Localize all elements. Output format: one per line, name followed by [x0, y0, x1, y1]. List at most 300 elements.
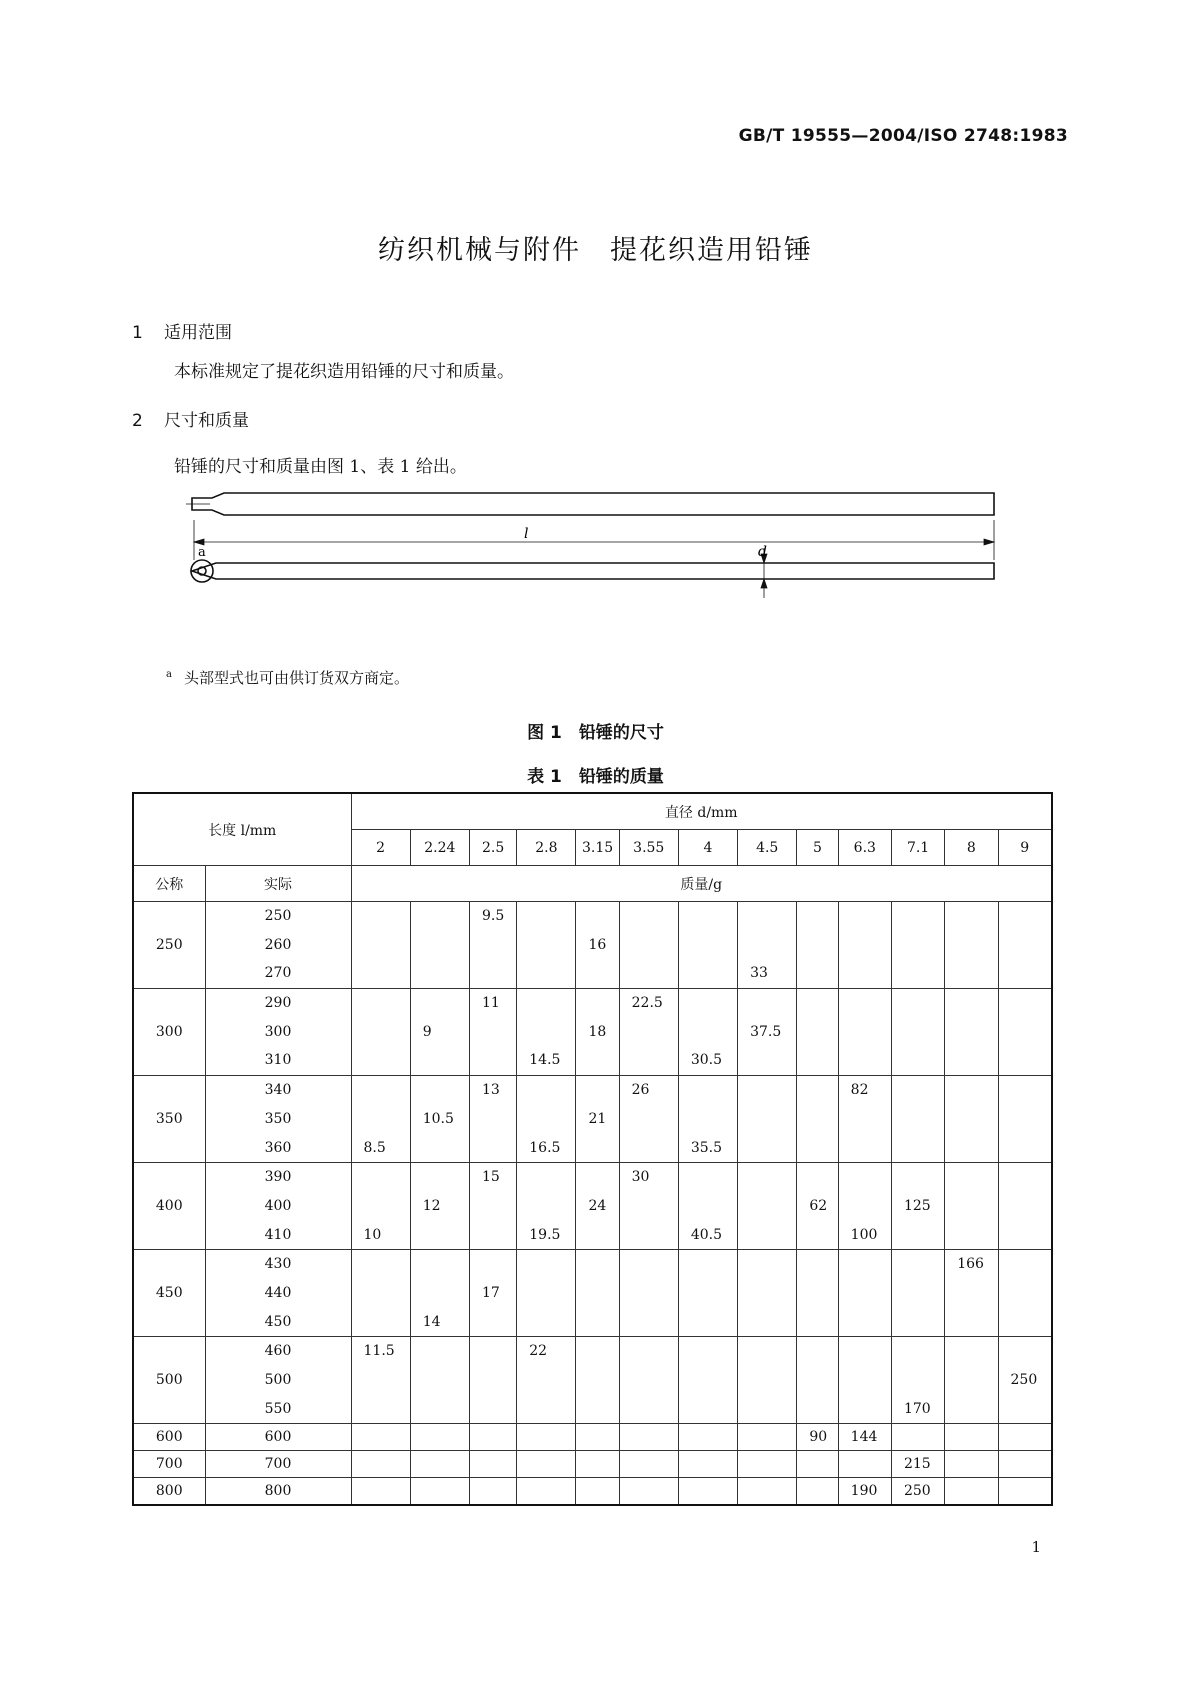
mass-value [517, 1076, 575, 1105]
mass-value [839, 1134, 891, 1163]
mass-cell [797, 1250, 838, 1337]
mass-cell [738, 902, 797, 989]
diameter-col-header: 5 [797, 830, 838, 866]
mass-value [517, 902, 575, 931]
mass-cell [517, 1451, 576, 1478]
mass-cell [998, 989, 1052, 1076]
page-number: 1 [1031, 1538, 1041, 1556]
mass-value [999, 1192, 1052, 1221]
mass-cell [891, 1076, 944, 1163]
mass-value [892, 989, 944, 1018]
mass-cell [410, 1163, 469, 1250]
mass-value: 37.5 [750, 1023, 782, 1040]
mass-cell [838, 989, 891, 1076]
actual-length-value: 450 [264, 1313, 292, 1330]
mass-value: 18 [588, 1023, 607, 1040]
mass-value [411, 1134, 469, 1163]
mass-value [517, 989, 575, 1018]
mass-value [352, 1046, 410, 1075]
mass-value [839, 1105, 891, 1134]
mass-value [679, 931, 737, 960]
mass-value [679, 1018, 737, 1047]
mass-value [679, 1279, 737, 1308]
mass-value [738, 1134, 796, 1163]
mass-cell [517, 902, 576, 989]
mass-value [411, 1163, 469, 1192]
mass-value [352, 1018, 410, 1047]
mass-cell [998, 1478, 1052, 1506]
actual-length-cell: 600 [205, 1424, 351, 1451]
mass-cell [797, 1478, 838, 1506]
mass-value [738, 1076, 796, 1105]
mass-cell [619, 989, 678, 1076]
mass-value [999, 1018, 1052, 1047]
mass-value [738, 1308, 796, 1337]
mass-value [797, 1076, 837, 1105]
mass-value [892, 1134, 944, 1163]
mass-value [679, 902, 737, 931]
mass-value: 33 [750, 965, 768, 982]
mass-cell [998, 902, 1052, 989]
mass-value [517, 931, 575, 960]
section-2-title: 尺寸和质量 [164, 411, 249, 431]
actual-length-cell [205, 902, 351, 989]
mass-value [945, 1279, 997, 1308]
mass-value [839, 1308, 891, 1337]
mass-value [620, 1192, 678, 1221]
mass-cell [797, 1076, 838, 1163]
mass-cell [517, 1424, 576, 1451]
mass-cell [351, 1451, 410, 1478]
mass-value [411, 1076, 469, 1105]
mass-cell [576, 1424, 619, 1451]
mass-value [892, 1018, 944, 1047]
mass-value [892, 1163, 944, 1192]
mass-cell [738, 1424, 797, 1451]
mass-cell [678, 1163, 737, 1250]
diameter-col-header: 2.5 [469, 830, 516, 866]
mass-value [470, 1134, 516, 1163]
mass-value [892, 1308, 944, 1337]
mass-value [945, 1366, 997, 1395]
mass-value [470, 1046, 516, 1075]
mass-cell [998, 1163, 1052, 1250]
mass-value: 166 [957, 1256, 984, 1273]
mass-value [945, 1046, 997, 1075]
mass-value [620, 902, 678, 931]
actual-length-value: 440 [264, 1284, 292, 1301]
actual-length-value: 390 [264, 1169, 292, 1186]
mass-value [999, 1279, 1052, 1308]
mass-value [620, 1250, 678, 1279]
nominal-length-cell: 350 [133, 1076, 205, 1163]
mass-cell [738, 989, 797, 1076]
actual-length-value: 340 [264, 1082, 292, 1099]
mass-value [411, 1366, 469, 1395]
mass-value [892, 931, 944, 960]
mass-cell [738, 1478, 797, 1506]
mass-value [352, 959, 410, 988]
mass-cell [517, 1163, 576, 1250]
mass-cell [838, 902, 891, 989]
mass-cell [738, 1337, 797, 1424]
mass-value: 8.5 [363, 1139, 386, 1156]
mass-value [797, 1163, 837, 1192]
mass-value [352, 1250, 410, 1279]
mass-value [839, 1046, 891, 1075]
mass-cell [351, 902, 410, 989]
mass-cell [469, 1250, 516, 1337]
actual-length-value: 360 [264, 1139, 292, 1156]
mass-value [945, 1192, 997, 1221]
mass-value [411, 1046, 469, 1075]
mass-value [352, 1395, 410, 1424]
mass-value [620, 931, 678, 960]
mass-cell [998, 1451, 1052, 1478]
mass-cell [576, 1478, 619, 1506]
mass-cell [678, 1451, 737, 1478]
mass-cell [351, 1076, 410, 1163]
mass-value [999, 1046, 1052, 1075]
mass-cell [678, 1478, 737, 1506]
table-row-group [133, 902, 1052, 989]
diameter-col-header: 9 [998, 830, 1052, 866]
mass-value [517, 1163, 575, 1192]
length-header: 长度 l/mm [133, 793, 351, 866]
mass-value [411, 1250, 469, 1279]
mass-value: 12 [422, 1197, 441, 1214]
mass-value: 22.5 [631, 995, 663, 1012]
diameter-col-header: 3.15 [576, 830, 619, 866]
mass-value [839, 1395, 891, 1424]
lead-weight-drawing [180, 490, 1000, 640]
mass-cell [945, 1163, 998, 1250]
mass-cell [998, 1424, 1052, 1451]
section-1-heading [132, 318, 232, 343]
mass-value [999, 1250, 1052, 1279]
mass-value: 19.5 [529, 1226, 561, 1243]
mass-value [679, 989, 737, 1018]
actual-length-cell: 700 [205, 1451, 351, 1478]
table-row-group [133, 1163, 1052, 1250]
mass-value [576, 1221, 618, 1250]
mass-cell [576, 989, 619, 1076]
mass-value [352, 1308, 410, 1337]
mass-value [352, 1192, 410, 1221]
mass-value [738, 1163, 796, 1192]
nominal-length-cell: 250 [133, 902, 205, 989]
mass-value [797, 959, 837, 988]
mass-cell [576, 1163, 619, 1250]
mass-cell [797, 1451, 838, 1478]
actual-length-cell: 800 [205, 1478, 351, 1506]
mass-value [620, 1134, 678, 1163]
mass-cell [891, 989, 944, 1076]
mass-cell [998, 1076, 1052, 1163]
mass-value: 125 [903, 1197, 931, 1214]
mass-cell [517, 989, 576, 1076]
mass-cell [738, 1163, 797, 1250]
mass-value [679, 1395, 737, 1424]
mass-value: 10.5 [422, 1110, 454, 1127]
mass-cell [576, 1451, 619, 1478]
mass-cell [738, 1076, 797, 1163]
mass-value: 26 [631, 1082, 650, 1099]
diameter-col-header: 2.8 [517, 830, 576, 866]
mass-cell [517, 1250, 576, 1337]
mass-value [576, 1134, 618, 1163]
mass-value: 9.5 [481, 908, 505, 924]
actual-length-value: 430 [264, 1256, 292, 1273]
mass-value [797, 1308, 837, 1337]
diameter-col-header: 7.1 [891, 830, 944, 866]
mass-cell [945, 1451, 998, 1478]
mass-value [470, 959, 516, 988]
mass-value [945, 1076, 997, 1105]
mass-value [892, 1250, 944, 1279]
mass-cell [945, 1478, 998, 1506]
mass-value [839, 989, 891, 1018]
mass-value [352, 989, 410, 1018]
actual-length-value: 310 [264, 1052, 292, 1069]
mass-value [738, 1366, 796, 1395]
mass-cell [945, 1337, 998, 1424]
mass-value: 15 [481, 1169, 500, 1186]
mass-cell [619, 1250, 678, 1337]
nominal-length-cell: 400 [133, 1163, 205, 1250]
mass-value [576, 1250, 618, 1279]
mass-value [999, 989, 1052, 1018]
mass-value [945, 1163, 997, 1192]
mass-cell [797, 1337, 838, 1424]
actual-length-cell [205, 1163, 351, 1250]
mass-value [517, 1192, 575, 1221]
mass-value [999, 1337, 1052, 1366]
mass-value [738, 1192, 796, 1221]
mass-cell [576, 1337, 619, 1424]
mass-cell [469, 1451, 516, 1478]
mass-value [470, 1221, 516, 1250]
mass-value [517, 1279, 575, 1308]
mass-value: 16 [588, 936, 607, 953]
mass-value [797, 1018, 837, 1047]
diameter-label: d [758, 544, 767, 560]
mass-value: 21 [588, 1110, 607, 1127]
mass-cell [576, 902, 619, 989]
mass-value [470, 1250, 516, 1279]
mass-value [738, 931, 796, 960]
nominal-length-cell: 450 [133, 1250, 205, 1337]
mass-cell [891, 1337, 944, 1424]
mass-value [797, 1105, 837, 1134]
diameter-header: 直径 d/mm [351, 793, 1052, 830]
actual-length-value: 300 [264, 1023, 292, 1040]
mass-value [797, 902, 837, 931]
mass-value [576, 989, 618, 1018]
mass-value [679, 1337, 737, 1366]
mass-cell [351, 1478, 410, 1506]
mass-cell [469, 1337, 516, 1424]
standard-code: GB/T 19555—2004/ISO 2748:1983 [738, 126, 1068, 146]
mass-value [738, 1279, 796, 1308]
mass-cell [351, 1424, 410, 1451]
mass-value: 250 [1010, 1372, 1038, 1388]
mass-cell [410, 1478, 469, 1506]
mass-value [470, 1308, 516, 1337]
diameter-col-header: 2.24 [410, 830, 469, 866]
mass-cell [469, 902, 516, 989]
mass-value [999, 1076, 1052, 1105]
mass-value [797, 1337, 837, 1366]
mass-cell [891, 1424, 944, 1451]
mass-cell [410, 1424, 469, 1451]
mass-cell [838, 1163, 891, 1250]
mass-cell [469, 1424, 516, 1451]
mass-value [352, 931, 410, 960]
nominal-header: 公称 [133, 866, 205, 902]
actual-length-value: 250 [264, 908, 292, 924]
mass-value [620, 1337, 678, 1366]
mass-value [576, 1308, 618, 1337]
mass-cell [797, 902, 838, 989]
mass-value [738, 1105, 796, 1134]
table-row-group [133, 1250, 1052, 1337]
mass-value: 11.5 [363, 1343, 395, 1360]
mass-value: 100 [850, 1226, 878, 1243]
document-title: 纺织机械与附件 提花织造用铅锤 [378, 235, 813, 266]
mass-value: 62 [809, 1197, 828, 1214]
actual-header: 实际 [205, 866, 351, 902]
mass-cell [410, 902, 469, 989]
mass-value [411, 902, 469, 931]
section-1-text: 本标准规定了提花织造用铅锤的尺寸和质量。 [174, 362, 514, 382]
mass-value: 10 [363, 1226, 382, 1243]
mass-cell [838, 1451, 891, 1478]
mass-value [945, 902, 997, 931]
mass-value [738, 989, 796, 1018]
table-row [133, 1424, 1052, 1451]
mass-value [738, 902, 796, 931]
mass-cell [619, 1337, 678, 1424]
mass-value [352, 1279, 410, 1308]
mass-value [738, 1337, 796, 1366]
mass-value [679, 1163, 737, 1192]
mass-cell [945, 902, 998, 989]
mass-value [576, 959, 618, 988]
mass-cell [838, 1337, 891, 1424]
mass-cell [678, 1424, 737, 1451]
mass-value [517, 959, 575, 988]
mass-cell [619, 1424, 678, 1451]
footnote-mark: a [166, 669, 172, 680]
mass-cell [945, 1424, 998, 1451]
mass-value [945, 1395, 997, 1424]
mass-value [352, 1163, 410, 1192]
mass-value [411, 931, 469, 960]
diameter-col-header: 8 [945, 830, 998, 866]
mass-value: 9 [422, 1023, 432, 1040]
mass-value [945, 1308, 997, 1337]
mass-cell: 250 [891, 1478, 944, 1506]
mass-cell [945, 989, 998, 1076]
mass-value [839, 902, 891, 931]
mass-value [892, 1076, 944, 1105]
mass-value [411, 1395, 469, 1424]
mass-value [892, 1105, 944, 1134]
mass-value [411, 1337, 469, 1366]
mass-cell [469, 1163, 516, 1250]
mass-value: 22 [529, 1343, 548, 1360]
mass-value [576, 1395, 618, 1424]
mass-value [620, 1018, 678, 1047]
table-row-group [133, 1076, 1052, 1163]
mass-cell [576, 1076, 619, 1163]
mass-value [517, 1308, 575, 1337]
mass-value [892, 959, 944, 988]
section-2-heading [132, 406, 249, 431]
mass-value [839, 1192, 891, 1221]
mass-cell [469, 1478, 516, 1506]
mass-value [470, 1192, 516, 1221]
mass-value [470, 1366, 516, 1395]
mass-value [517, 1395, 575, 1424]
mass-value [470, 1395, 516, 1424]
lead-weight-top-view [192, 493, 994, 515]
actual-length-cell [205, 1337, 351, 1424]
mass-table [132, 792, 1053, 1506]
diameter-col-header: 3.55 [619, 830, 678, 866]
diameter-col-header: 4 [678, 830, 737, 866]
mass-cell [945, 1250, 998, 1337]
mass-value: 14 [422, 1313, 441, 1330]
dimension-lines [194, 520, 994, 598]
figure-caption: 图 1 铅锤的尺寸 [527, 723, 664, 743]
mass-cell: 144 [838, 1424, 891, 1451]
mass-value [411, 959, 469, 988]
mass-value: 35.5 [690, 1139, 723, 1156]
mass-value [679, 1250, 737, 1279]
mass-value [839, 1366, 891, 1395]
actual-length-cell [205, 989, 351, 1076]
mass-value [576, 1076, 618, 1105]
mass-cell [410, 1076, 469, 1163]
mass-cell [891, 1250, 944, 1337]
mass-value [679, 1105, 737, 1134]
mass-value [839, 1279, 891, 1308]
actual-length-value: 550 [264, 1400, 292, 1417]
mass-cell [738, 1451, 797, 1478]
mass-value: 30 [631, 1169, 650, 1186]
mass-value [892, 902, 944, 931]
actual-length-value: 460 [264, 1343, 292, 1360]
mass-value [999, 1134, 1052, 1163]
nominal-length-cell: 300 [133, 989, 205, 1076]
actual-length-value: 410 [264, 1226, 292, 1243]
mass-value [352, 902, 410, 931]
actual-length-value: 290 [264, 995, 292, 1012]
mass-value: 30.5 [690, 1052, 723, 1069]
mass-value [797, 1279, 837, 1308]
mass-value [892, 1279, 944, 1308]
mass-cell [678, 1337, 737, 1424]
mass-cell [410, 1250, 469, 1337]
actual-length-cell [205, 1076, 351, 1163]
mass-cell [619, 902, 678, 989]
mass-value [470, 931, 516, 960]
mass-value [352, 1366, 410, 1395]
mass-value [738, 1395, 796, 1424]
mass-value [945, 1134, 997, 1163]
